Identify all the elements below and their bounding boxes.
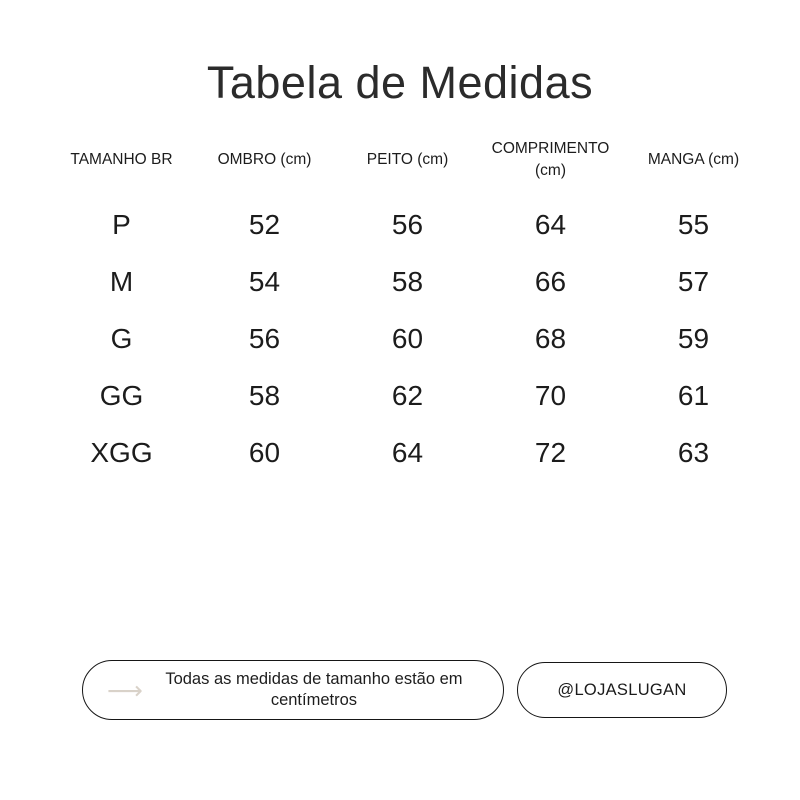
cell-ombro: 52: [248, 208, 281, 240]
cell-ombro: 60: [248, 436, 281, 468]
table-row-p: [50, 196, 765, 253]
cell-manga: 57: [677, 265, 710, 297]
table-row-g: [50, 310, 765, 367]
measurement-note-text: Todas as medidas de tamanho estão em centímetros: [165, 670, 463, 709]
column-header-ombro: OMBRO (cm): [217, 151, 312, 169]
cell-peito: 60: [391, 322, 424, 354]
table-row-m: [50, 253, 765, 310]
cell-size: G: [110, 322, 133, 354]
cell-ombro: 58: [248, 379, 281, 411]
cell-ombro: 56: [248, 322, 281, 354]
arrow-right-icon: ⟶: [107, 675, 143, 705]
cell-ombro: 54: [248, 265, 281, 297]
cell-comprimento: 64: [534, 208, 567, 240]
table-row-gg: [50, 367, 765, 424]
cell-peito: 56: [391, 208, 424, 240]
cell-manga: 61: [677, 379, 710, 411]
cell-size: XGG: [90, 436, 153, 468]
store-handle-text: @LOJASLUGAN: [557, 680, 687, 699]
cell-size: GG: [99, 379, 144, 411]
cell-comprimento: 68: [534, 322, 567, 354]
cell-peito: 62: [391, 379, 424, 411]
store-handle-pill[interactable]: [517, 662, 727, 718]
cell-manga: 59: [677, 322, 710, 354]
table-header-row: [50, 137, 765, 183]
table-body: [50, 196, 765, 481]
cell-comprimento: 70: [534, 379, 567, 411]
column-header-manga: MANGA (cm): [647, 151, 740, 169]
cell-comprimento: 66: [534, 265, 567, 297]
size-table: [50, 137, 765, 481]
cell-manga: 63: [677, 436, 710, 468]
cell-size: M: [109, 265, 134, 297]
column-header-peito: PEITO (cm): [366, 151, 449, 169]
page-title: Tabela de Medidas: [206, 57, 594, 108]
column-header-comprimento: COMPRIMENTO (cm): [491, 140, 610, 179]
measurement-note-pill[interactable]: [82, 660, 504, 720]
column-header-tamanho-br: TAMANHO BR: [70, 151, 173, 169]
cell-peito: 64: [391, 436, 424, 468]
cell-manga: 55: [677, 208, 710, 240]
cell-peito: 58: [391, 265, 424, 297]
cell-size: P: [112, 208, 131, 240]
table-row-xgg: [50, 424, 765, 481]
cell-comprimento: 72: [534, 436, 567, 468]
